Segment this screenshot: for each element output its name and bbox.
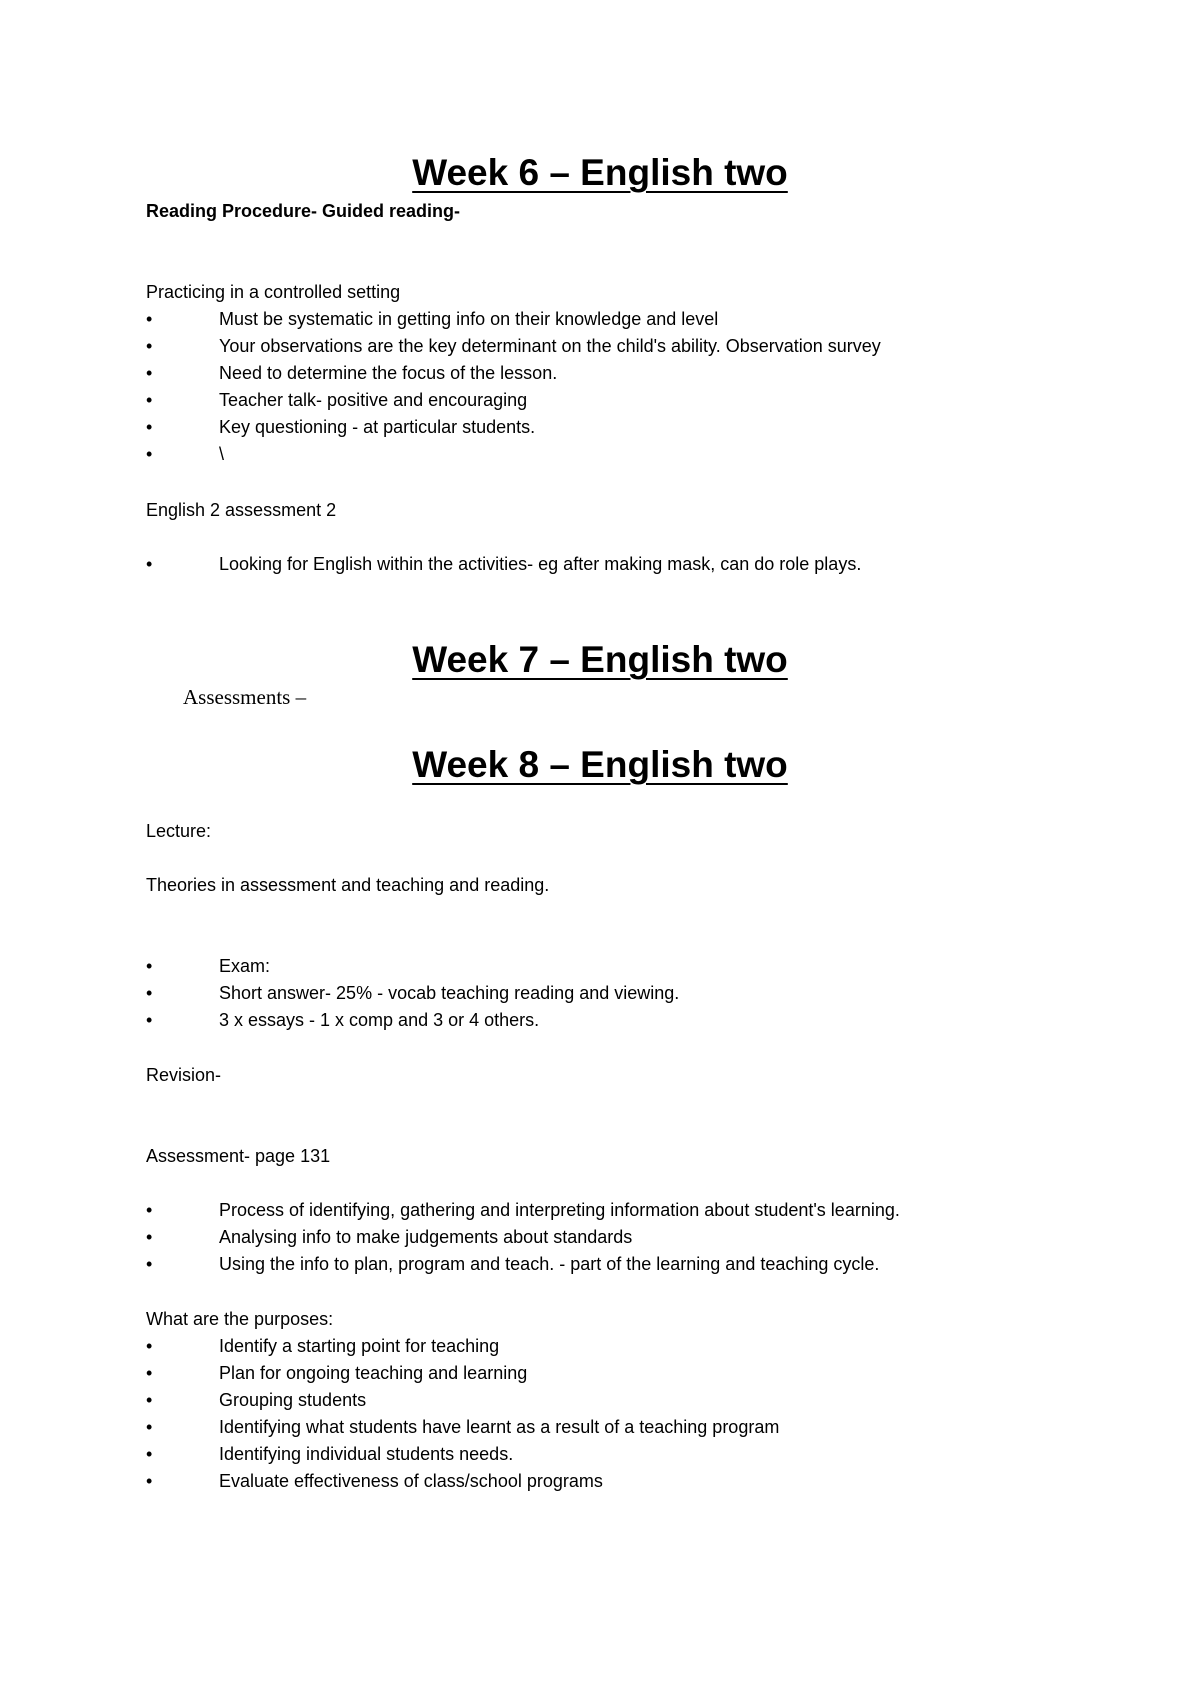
bullet-icon: • [146, 1254, 153, 1274]
bullet-icon: • [146, 1390, 153, 1410]
week8-purposes-title: What are the purposes: [146, 1309, 334, 1329]
week8-assessment-page: Assessment- page 131 [146, 1146, 331, 1166]
list-item-text: Grouping students [219, 1390, 367, 1410]
bullet-icon: • [146, 1363, 153, 1383]
bullet-icon: • [146, 1417, 153, 1437]
list-item-text: Plan for ongoing teaching and learning [219, 1363, 528, 1383]
list-item-text: Process of identifying, gathering and interpreting information about student's learning. [219, 1200, 900, 1220]
bullet-icon: • [146, 336, 153, 356]
bullet-icon: • [146, 417, 153, 437]
bullet-icon: • [146, 1444, 153, 1464]
week8-theories: Theories in assessment and teaching and reading. [146, 875, 550, 895]
list-item-text: Your observations are the key determinant on the child's ability. Observation survey [219, 336, 881, 356]
week6-heading: Week 6 – English two [412, 152, 788, 193]
list-item-text: Evaluate effectiveness of class/school programs [219, 1471, 603, 1491]
list-item-text: Looking for English within the activities- eg after making mask, can do role plays. [219, 554, 862, 574]
week6-assessment-title: English 2 assessment 2 [146, 500, 337, 520]
bullet-icon: • [146, 983, 153, 1003]
week8-heading: Week 8 – English two [412, 744, 788, 785]
list-item-text: Need to determine the focus of the lesson. [219, 363, 558, 383]
bullet-icon: • [146, 1010, 153, 1030]
week8-lecture: Lecture: [146, 821, 212, 841]
bullet-icon: • [146, 1200, 153, 1220]
bullet-icon: • [146, 390, 153, 410]
list-item-text: Identifying individual students needs. [219, 1444, 514, 1464]
list-item-text: 3 x essays - 1 x comp and 3 or 4 others. [219, 1010, 540, 1030]
bullet-icon: • [146, 309, 153, 329]
week6-intro: Practicing in a controlled setting [146, 282, 401, 302]
bullet-icon: • [146, 1336, 153, 1356]
bullet-icon: • [146, 554, 153, 574]
bullet-icon: • [146, 444, 153, 464]
list-item-text: Short answer- 25% - vocab teaching reading and viewing. [219, 983, 680, 1003]
week8-revision: Revision- [146, 1065, 222, 1085]
bullet-icon: • [146, 363, 153, 383]
list-item-text: Teacher talk- positive and encouraging [219, 390, 528, 410]
list-item-text: Key questioning - at particular students. [219, 417, 536, 437]
week6-subheading: Reading Procedure- Guided reading- [146, 201, 461, 221]
bullet-icon: • [146, 1227, 153, 1247]
week7-heading: Week 7 – English two [412, 639, 788, 680]
list-item-text: \ [219, 444, 225, 464]
list-item-text: Analysing info to make judgements about standards [219, 1227, 633, 1247]
list-item-text: Identify a starting point for teaching [219, 1336, 500, 1356]
week7-note: Assessments – [183, 685, 307, 709]
bullet-icon: • [146, 956, 153, 976]
bullet-icon: • [146, 1471, 153, 1491]
list-item-text: Identifying what students have learnt as a result of a teaching program [219, 1417, 780, 1437]
list-item-text: Must be systematic in getting info on their knowledge and level [219, 309, 719, 329]
list-item-text: Exam: [219, 956, 271, 976]
list-item-text: Using the info to plan, program and teach. - part of the learning and teaching cycle. [219, 1254, 880, 1274]
